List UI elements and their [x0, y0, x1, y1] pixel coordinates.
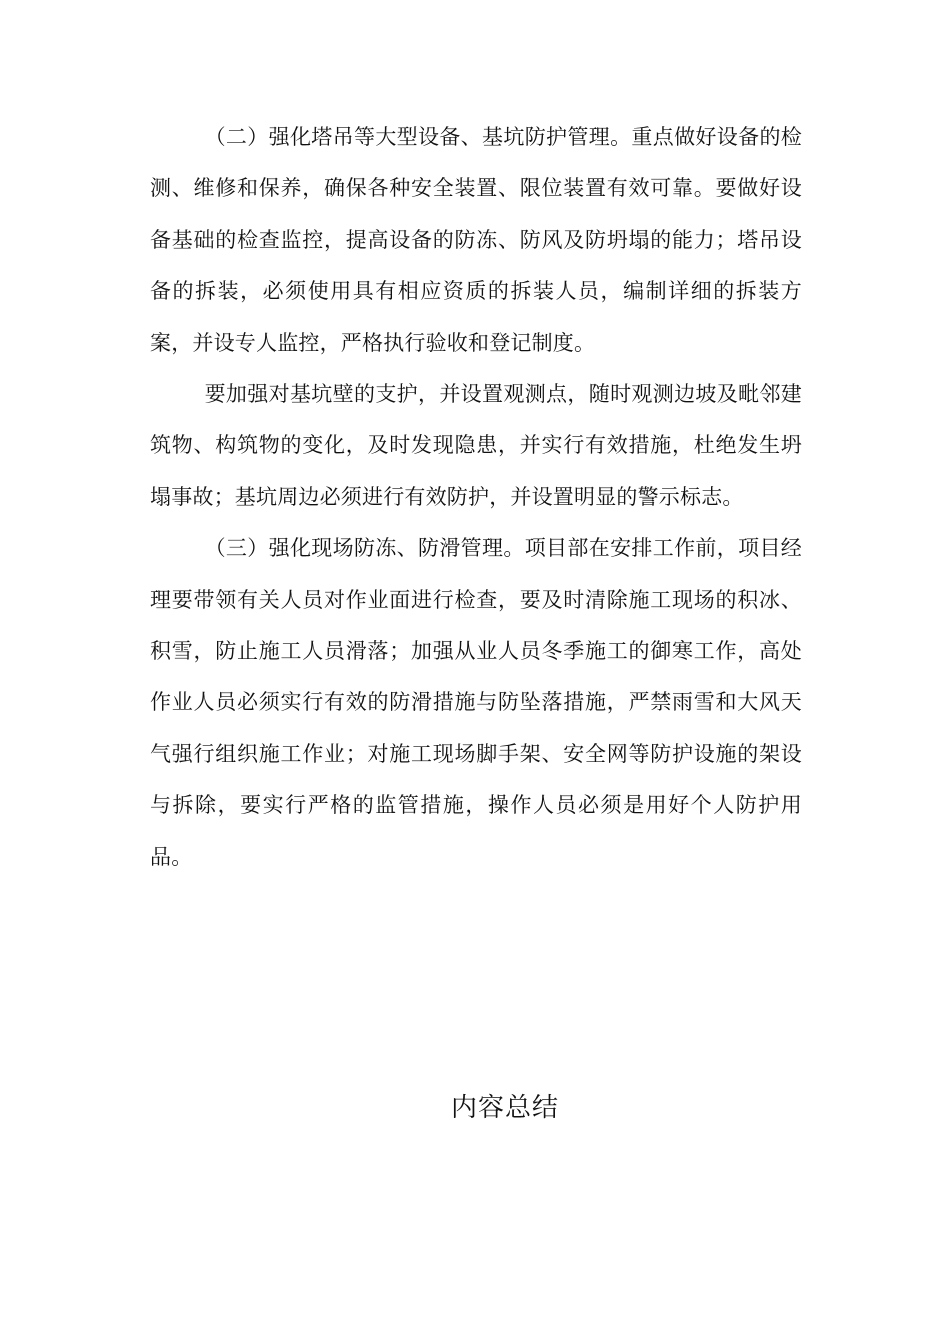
- paragraph-foundation-pit: 要加强对基坑壁的支护，并设置观测点，随时观测边坡及毗邻建筑物、构筑物的变化，及时发现隐患，并实行有效措施，杜绝发生坍塌事故；基坑周边必须进行有效防护，并设置明显的警示标志。: [150, 382, 802, 509]
- paragraph-tower-crane: （二）强化塔吊等大型设备、基坑防护管理。重点做好设备的检测、维修和保养，确保各种安全装置、限位装置有效可靠。要做好设备基础的检查监控，提高设备的防冻、防风及防坍塌的能力；塔吊设备的拆装，必须使用具有相应资质的拆装人员，编制详细的拆装方案，并设专人监控，严格执行验收和登记制度。: [150, 125, 802, 355]
- summary-title: 内容总结: [450, 1093, 559, 1123]
- paragraph-antifreeze-antislip: （三）强化现场防冻、防滑管理。项目部在安排工作前，项目经理要带领有关人员对作业面进行检查，要及时清除施工现场的积冰、积雪，防止施工人员滑落；加强从业人员冬季施工的御寒工作，高处作业人员必须实行有效的防滑措施与防坠落措施，严禁雨雪和大风天气强行组织施工作业；对施工现场脚手架、安全网等防护设施的架设与拆除，要实行严格的监管措施，操作人员必须是用好个人防护用品。: [150, 536, 802, 869]
- body-text: [150, 112, 802, 883]
